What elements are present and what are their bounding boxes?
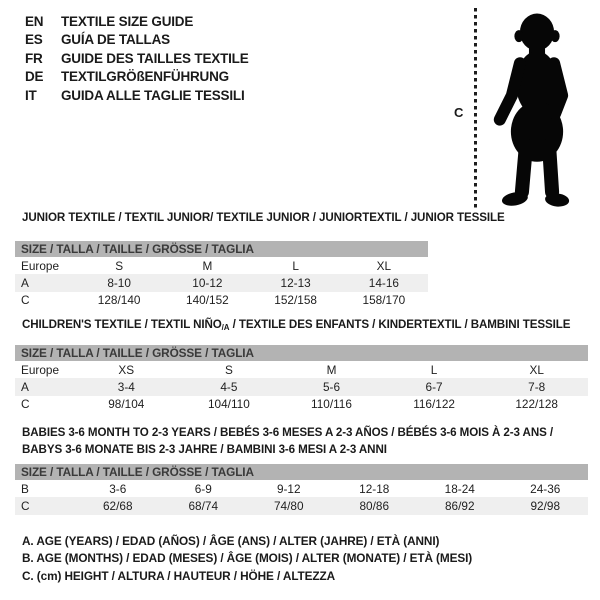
size-cell: 68/74 xyxy=(188,498,219,513)
size-cell: 4-5 xyxy=(220,379,238,394)
size-cell: 152/158 xyxy=(274,293,317,308)
table-row xyxy=(15,274,428,291)
table-row xyxy=(15,378,588,395)
size-cell: L xyxy=(292,258,299,273)
size-cell: 9-12 xyxy=(276,481,301,496)
size-cell: 6-9 xyxy=(194,481,212,496)
junior-section-title: JUNIOR TEXTILE / TEXTIL JUNIOR/ TEXTILE JUNIOR / JUNIORTEXTIL / JUNIOR TESSILE xyxy=(22,211,505,224)
table-row xyxy=(15,292,428,309)
size-cell: XS xyxy=(118,362,135,377)
language-title: TEXTILE SIZE GUIDE xyxy=(61,14,194,29)
size-cell: S xyxy=(224,362,233,377)
row-label: Europe xyxy=(21,258,60,273)
size-cell: 122/128 xyxy=(515,397,558,412)
row-label: Europe xyxy=(21,362,60,377)
size-cell: 74/80 xyxy=(273,498,304,513)
size-header-band: SIZE / TALLA / TAILLE / GRÖSSE / TAGLIA xyxy=(15,464,588,480)
table-row xyxy=(15,497,588,514)
size-cell: 12-18 xyxy=(359,481,390,496)
row-label: C xyxy=(21,397,30,412)
table-row xyxy=(15,396,588,413)
children-section-title xyxy=(22,318,570,332)
size-cell: 158/170 xyxy=(362,293,406,308)
size-cell: 92/98 xyxy=(530,498,561,513)
size-cell: 3-4 xyxy=(117,379,135,394)
size-cell: 8-10 xyxy=(107,275,131,290)
row-label: C xyxy=(21,498,30,513)
junior-size-table xyxy=(15,241,428,309)
row-label: C xyxy=(21,293,30,308)
language-code: EN xyxy=(25,14,44,29)
size-cell: 128/140 xyxy=(97,293,141,308)
size-cell: 3-6 xyxy=(109,481,127,496)
height-measure-label: C xyxy=(454,105,464,120)
table-row xyxy=(15,361,588,378)
babies-title-line1: BABIES 3-6 MONTH TO 2-3 YEARS / BEBÉS 3-6 MESES A 2-3 AÑOS / BÉBÉS 3-6 MOIS À 2-3 ANS / xyxy=(22,426,553,439)
size-cell: XL xyxy=(529,362,544,377)
table-row xyxy=(15,480,588,497)
size-cell: 12-13 xyxy=(280,275,311,290)
size-cell: 10-12 xyxy=(192,275,223,290)
size-cell: 140/152 xyxy=(186,293,229,308)
footnote-legend xyxy=(22,533,472,585)
language-row-de xyxy=(25,68,249,86)
baby-silhouette-icon xyxy=(483,5,591,211)
size-cell: 5-6 xyxy=(322,379,341,394)
size-cell: 62/68 xyxy=(102,498,133,513)
language-code: IT xyxy=(25,87,37,103)
language-row-fr xyxy=(25,50,249,68)
babies-section-title xyxy=(22,425,553,458)
children-size-table xyxy=(15,345,588,413)
language-code: FR xyxy=(25,50,43,66)
size-header-band: SIZE / TALLA / TAILLE / GRÖSSE / TAGLIA xyxy=(15,241,428,257)
size-cell: XL xyxy=(376,258,392,273)
babies-size-table xyxy=(15,464,588,515)
row-label: A xyxy=(21,275,29,290)
language-title-list xyxy=(25,13,249,105)
size-cell: 80/86 xyxy=(359,498,390,513)
size-cell: L xyxy=(430,362,438,377)
table-row xyxy=(15,257,428,274)
language-title: GUIDE DES TAILLES TEXTILE xyxy=(61,50,249,66)
size-cell: 98/104 xyxy=(108,397,145,412)
language-code: DE xyxy=(25,69,44,85)
size-cell: 104/110 xyxy=(208,397,250,412)
children-title-pre: CHILDREN'S TEXTILE / TEXTIL NIÑO xyxy=(22,318,222,331)
size-cell: 86/92 xyxy=(444,498,475,513)
children-title-subscript: /A xyxy=(221,323,230,332)
size-cell: 110/116 xyxy=(311,397,352,412)
language-title: GUÍA DE TALLAS xyxy=(61,32,170,48)
language-row-it xyxy=(25,87,249,105)
footnote-b: B. AGE (MONTHS) / EDAD (MESES) / ÂGE (MOIS) / ALTER (MONATE) / ETÀ (MESI) xyxy=(22,551,473,566)
language-row-es xyxy=(25,31,249,49)
height-measure-dashed-line xyxy=(474,8,477,210)
footnote-c: C. (cm) HEIGHT / ALTURA / HAUTEUR / HÖHE / ALTEZZA xyxy=(22,568,336,583)
size-cell: S xyxy=(115,258,124,273)
size-cell: M xyxy=(326,362,337,377)
footnote-a: A. AGE (YEARS) / EDAD (AÑOS) / ÂGE (ANS) / ALTER (JAHRE) / ETÀ (ANNI) xyxy=(22,534,440,548)
size-cell: 18-24 xyxy=(444,481,475,496)
size-cell: 7-8 xyxy=(528,379,546,394)
size-header-band: SIZE / TALLA / TAILLE / GRÖSSE / TAGLIA xyxy=(15,345,588,361)
children-title-post: / TEXTILE DES ENFANTS / KINDERTEXTIL / BAMBINI TESSILE xyxy=(229,318,571,331)
size-cell: M xyxy=(202,258,213,273)
language-code: ES xyxy=(25,32,43,48)
row-label: A xyxy=(21,379,29,394)
language-row-en xyxy=(25,13,249,31)
row-label: B xyxy=(21,481,29,496)
language-title: TEXTILGRÖßENFÜHRUNG xyxy=(61,69,229,85)
size-cell: 14-16 xyxy=(368,275,399,290)
language-title: GUIDA ALLE TAGLIE TESSILI xyxy=(61,87,245,103)
size-cell: 24-36 xyxy=(530,481,561,496)
size-cell: 6-7 xyxy=(425,379,443,394)
babies-title-line2: BABYS 3-6 MONATE BIS 2-3 JAHRE / BAMBINI 3-6 MESI A 2-3 ANNI xyxy=(22,442,387,456)
size-cell: 116/122 xyxy=(413,397,455,412)
